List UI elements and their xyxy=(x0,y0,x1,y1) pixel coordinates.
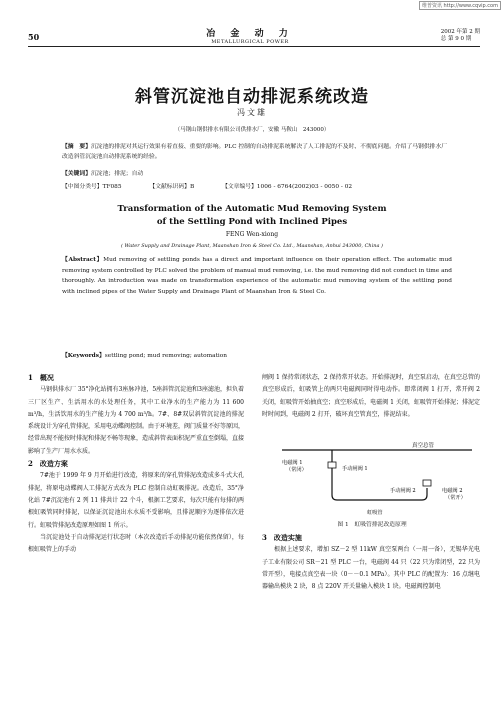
section-2-paragraph-1: 7#池于 1999 年 9 月开始进行改造，将原来的穿孔管排泥改造成多斗式大孔排泥，将原电动蝶阀人工排泥方式改为 PLC 控制自动虹吸排泥。改造后，35°净化站 7#沉淀池有 2 列 11 排共计 22 个斗，根据工艺要求，每次只能有每排的两根虹吸管同时排泥，以保证沉淀池出水水质不受影响，且排泥顺序为逐排依次进行。虹吸管排泥改造原理如图 1 所示。 xyxy=(28,472,244,529)
journal-name xyxy=(180,26,320,45)
english-keywords xyxy=(62,350,452,359)
abstract-cn xyxy=(62,142,452,162)
abstract-text: 沉淀池的排泥对其运行效果有着直接、重要的影响。PLC 控制的自动排泥系统解决了人工排泥的不及时、不彻底问题。介绍了马钢供排水厂改造斜管沉淀池自动排泥系统的经验。 xyxy=(62,144,448,160)
author: 冯文雄 xyxy=(237,108,267,117)
english-author: FENG Wen-xiong xyxy=(225,231,279,238)
issue-total: 总 第 9 0 期 xyxy=(440,36,472,42)
header-rule xyxy=(28,46,480,47)
label-valve-2-sub: （常开） xyxy=(445,495,466,501)
right-column-bottom xyxy=(262,532,480,593)
affiliation: （马钢山钢供排水有限公司供排水厂，安徽 马鞍山 243000） xyxy=(174,127,330,133)
watermark: 维普资讯 http://www.cqvip.com xyxy=(419,1,501,10)
english-title-line1: Transformation of the Automatic Mud Removing System xyxy=(117,204,387,214)
english-keywords-text: settling pond; mud removing; automation xyxy=(104,353,228,359)
journal-name-en: METALLURGICAL POWER xyxy=(211,39,289,45)
keywords-label: 【关键词】 xyxy=(62,171,91,177)
label-valve-1: 电磁阀 1 xyxy=(282,460,303,466)
label-valve-1-sub: （常闭） xyxy=(286,467,307,473)
section-2-paragraph-2: 当沉淀池处于自动排泥运行状态时（本次改造后手动排泥功能依然保留），每根虹吸管上的手动 xyxy=(28,533,244,554)
right-column-top xyxy=(262,372,480,421)
english-title-line2: of the Settling Pond with Inclined Pipes xyxy=(156,217,348,227)
page-number: 50 xyxy=(28,32,40,42)
abstract-label: 【摘 要】 xyxy=(62,144,91,150)
classification xyxy=(62,181,452,190)
label-manual-1: 手动闸阀 1 xyxy=(342,466,368,472)
section-3-heading: 3 改造实施 xyxy=(262,533,302,542)
paper-title: 斜管沉淀池自动排泥系统改造 xyxy=(135,87,369,107)
label-vacuum-main: 真空总管 xyxy=(412,443,435,449)
document-code: 【文献标识码】B xyxy=(149,184,195,190)
label-manual-2: 手动闸阀 2 xyxy=(390,488,416,494)
english-affiliation: ( Water Supply and Drainage Plant, Maanshan Iron & Steel Co. Ltd., Maanshan, Anhui 243000, China ) xyxy=(121,243,383,249)
section-2-heading: 2 改造方案 xyxy=(28,459,68,469)
article-number: 【文章编号】1006 - 6764(2002)03 - 0050 - 02 xyxy=(222,184,353,190)
keywords-cn xyxy=(62,168,143,177)
english-abstract-label: 【Abstract】 xyxy=(62,257,104,263)
issue-year: 2002 年第 2 期 xyxy=(440,29,480,35)
journal-name-cn: 冶 金 动 力 xyxy=(206,29,294,39)
keywords-text: 沉淀池；排泥；自动 xyxy=(91,171,144,177)
label-siphon: 虹吸管 xyxy=(367,510,383,516)
left-column xyxy=(28,372,244,556)
figure-caption: 图 1 虹吸管排泥改造原理 xyxy=(337,522,407,528)
issue-info xyxy=(441,29,480,43)
section-1-heading: 1 概况 xyxy=(28,373,54,382)
clc-number: 【中图分类号】TF085 xyxy=(62,184,122,190)
section-1-text: 马钢供排水厂 35°净化站拥有3座脉冲池，5座斜管沉淀池和3座滤池，担负着三厂区生产、生活用水的水处理任务，其中工业净水的生产能力为 11 600 m³/h，生活饮用水的生产能力为 4 700 m³/h。7#、8#双层斜管沉淀池的排泥系统设计为穿孔管排泥，采用电动蝶阀控制。由于环境差，阀门质量不好等原因，经常出现不能按时排泥和排泥不畅等现象，造成斜管表面积泥严重直至倒塌，直接影响了生产厂用水水质。 xyxy=(28,386,245,455)
english-abstract xyxy=(62,255,452,297)
english-keywords-label: 【Keywords】 xyxy=(62,353,105,359)
english-title xyxy=(0,203,504,229)
section-3-text: 根据上述要求，增加 SZ－2 型 11kW 真空泵两台（一用一备），无锡华光电子工业有限公司 SR－21 型 PLC 一台，电磁阀 44 只（22 只为常闭型，22 只为常开型），电接点真空表一块（0－－0.1 MPa）。其中 PLC 的配置为：16 点继电器输出模块 2 块，8 点 220V 开关量输入模块 1 块。电磁阀控制电 xyxy=(262,546,480,591)
siphon-diagram xyxy=(262,440,482,520)
valve-1-icon xyxy=(328,462,336,468)
valve-2-icon xyxy=(423,480,431,486)
label-valve-2: 电磁阀 2 xyxy=(442,488,463,494)
right-column-text: 闸阀 1 保持常闭状态，2 保持常开状态。开始排泥时，真空泵启动，在真空总管的真空形成后，虹吸管上的两只电磁阀同时得电动作。即常闭阀 1 打开，常开阀 2 关闭，虹吸管开始抽真空；真空形成后，电磁阀 1 关闭，虹吸管开始排泥；排泥定时时间到，电磁阀 2 打开，破坏真空管真空，排泥结束。 xyxy=(262,374,480,418)
english-abstract-text: Mud removing of settling ponds has a direct and important influence on their operation effect. The automatic mud removing system controlled by PLC solved the problem of manual mud removing, i.e. the mud removing did not conduct in time and thoroughly. An introduction was made on transformation experience of the automatic mud removing system of the settling pond with inclined pipes of the Water Supply and Drainage Plant of Maanshan Iron & Steel Co. xyxy=(62,257,453,295)
